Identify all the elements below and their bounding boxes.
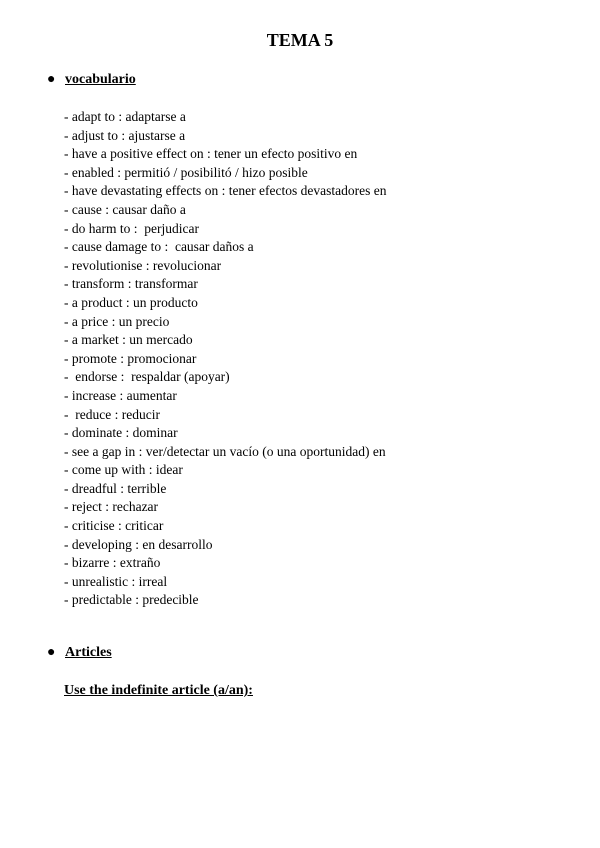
vocabulary-item: - increase : aumentar — [64, 387, 177, 403]
bullet-icon: ● — [47, 645, 56, 660]
page-title: TEMA 5 — [266, 30, 334, 50]
section-heading-label: Articles — [65, 645, 112, 660]
vocabulary-item: - adapt to : adaptarse a — [64, 109, 186, 124]
section-heading-vocabulario — [47, 72, 136, 88]
vocabulary-item: - a market : un mercado — [64, 332, 193, 348]
vocabulary-item: - cause : causar daño a — [64, 201, 186, 217]
vocabulary-item: - criticise : criticar — [64, 518, 164, 534]
bullet-icon: ● — [47, 72, 56, 87]
vocabulary-item: - enabled : permitió / posibilitó / hizo posible — [64, 164, 308, 180]
vocabulary-item: - unrealistic : irreal — [64, 573, 168, 589]
vocabulary-item: - transform : transformar — [64, 276, 198, 292]
vocabulary-item: - promote : promocionar — [64, 350, 197, 366]
vocabulary-item: - a product : un producto — [64, 294, 198, 310]
section-heading-label: vocabulario — [65, 72, 136, 87]
vocabulary-item: - cause damage to : causar daños a — [64, 239, 254, 255]
vocabulary-item: - reduce : reducir — [64, 406, 160, 422]
vocabulary-item: - revolutionise : revolucionar — [64, 257, 222, 273]
vocabulary-item: - see a gap in : ver/detectar un vacío (o una oportunidad) en — [64, 443, 386, 459]
vocabulary-item: - dominate : dominar — [64, 425, 178, 441]
vocabulary-item: - predictable : predecible — [64, 592, 199, 608]
vocabulary-item: - reject : rechazar — [64, 499, 159, 515]
vocabulary-item: - have a positive effect on : tener un efecto positivo en — [64, 146, 358, 162]
vocabulary-item: - adjust to : ajustarse a — [64, 127, 186, 143]
vocabulary-item: - do harm to : perjudicar — [64, 220, 199, 236]
vocabulary-list — [64, 108, 386, 610]
vocabulary-item: - a price : un precio — [64, 313, 170, 329]
vocabulary-item: - dreadful : terrible — [64, 480, 167, 496]
vocabulary-item: - endorse : respaldar (apoyar) — [64, 369, 230, 385]
articles-subheading: Use the indefinite article (a/an): — [64, 683, 253, 698]
vocabulary-item: - come up with : idear — [64, 462, 183, 478]
vocabulary-item: - developing : en desarrollo — [64, 536, 213, 552]
section-heading-articles — [47, 645, 112, 661]
vocabulary-item: - bizarre : extraño — [64, 555, 161, 571]
vocabulary-item: - have devastating effects on : tener efectos devastadores en — [64, 183, 387, 199]
